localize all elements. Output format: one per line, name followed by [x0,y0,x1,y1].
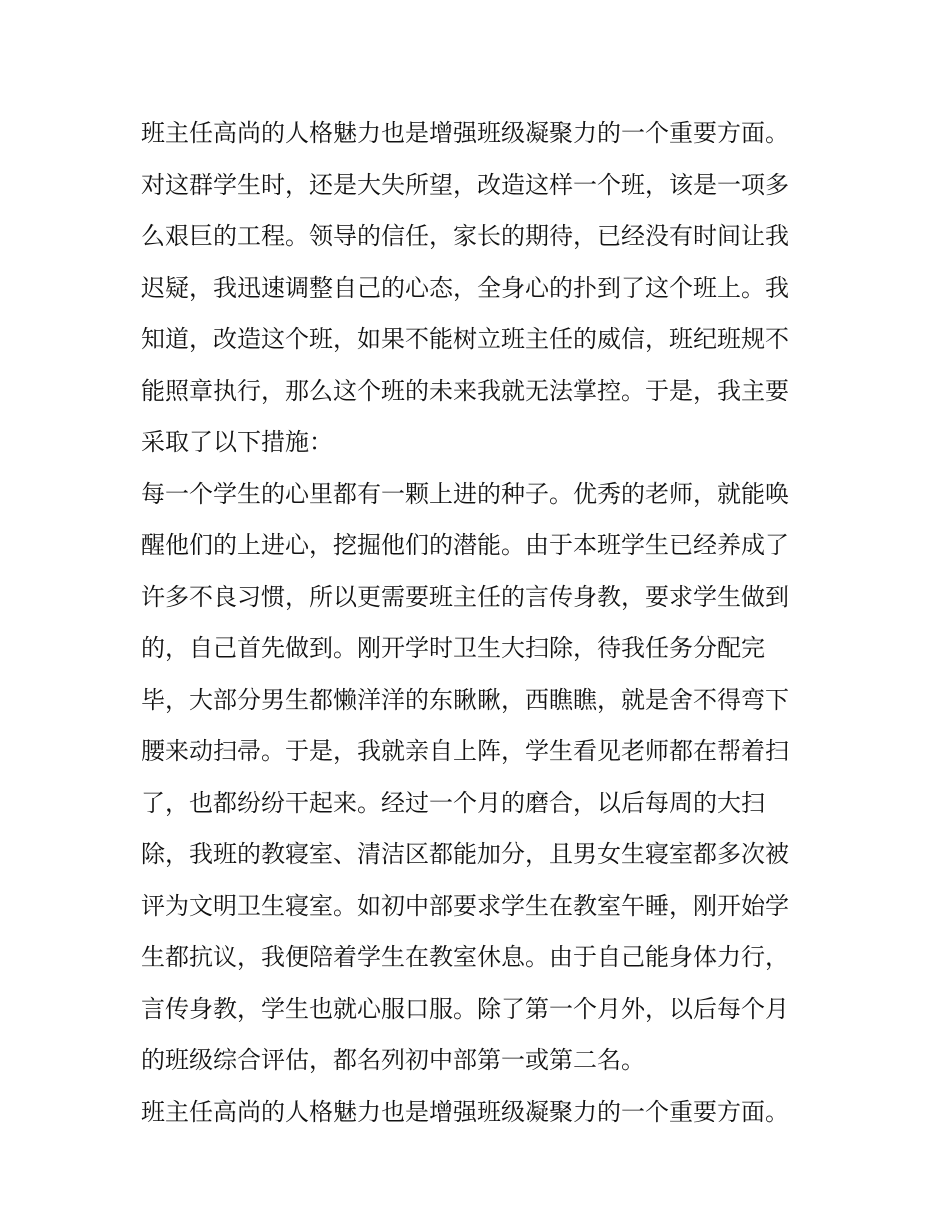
text-line-9: 醒他们的上进心，挖掘他们的潜能。由于本班学生已经养成了 [141,531,789,559]
text-line-8: 每一个学生的心里都有一颗上进的种子。优秀的老师，就能唤 [141,479,789,508]
text-line-15: 除，我班的教寝室、清洁区都能加分，且男女生寝室都多次被 [141,840,789,868]
text-line-13: 腰来动扫帚。于是，我就亲自上阵，学生看见老师都在帮着扫 [141,737,789,765]
text-line-17: 生都抗议，我便陪着学生在教室休息。由于自己能身体力行， [141,943,789,971]
text-line-20: 班主任高尚的人格魅力也是增强班级凝聚力的一个重要方面。 [141,1097,789,1126]
text-line-12: 毕，大部分男生都懒洋洋的东瞅瞅，西瞧瞧，就是舍不得弯下 [141,685,789,714]
text-line-7: 采取了以下措施： [141,428,333,456]
text-line-3: 么艰巨的工程。领导的信任，家长的期待，已经没有时间让我 [141,222,789,250]
body-text [141,108,821,1138]
text-line-5: 知道，改造这个班，如果不能树立班主任的威信，班纪班规不 [141,325,789,353]
text-line-19: 的班级综合评估，都名列初中部第一或第二名。 [141,1046,645,1074]
text-line-16: 评为文明卫生寝室。如初中部要求学生在教室午睡，刚开始学 [141,891,789,920]
text-line-14: 了，也都纷纷干起来。经过一个月的磨合，以后每周的大扫 [141,788,765,817]
text-line-2: 对这群学生时，还是大失所望，改造这样一个班，该是一项多 [141,170,789,199]
text-line-6: 能照章执行，那么这个班的未来我就无法掌控。于是，我主要 [141,376,789,405]
text-line-1: 班主任高尚的人格魅力也是增强班级凝聚力的一个重要方面。 [141,119,789,147]
text-line-10: 许多不良习惯，所以更需要班主任的言传身教，要求学生做到 [141,582,789,611]
text-line-4: 迟疑，我迅速调整自己的心态，全身心的扑到了这个班上。我 [141,273,789,302]
text-line-18: 言传身教，学生也就心服口服。除了第一个月外，以后每个月 [141,994,789,1023]
text-line-11: 的，自己首先做到。刚开学时卫生大扫除，待我任务分配完 [141,634,765,662]
